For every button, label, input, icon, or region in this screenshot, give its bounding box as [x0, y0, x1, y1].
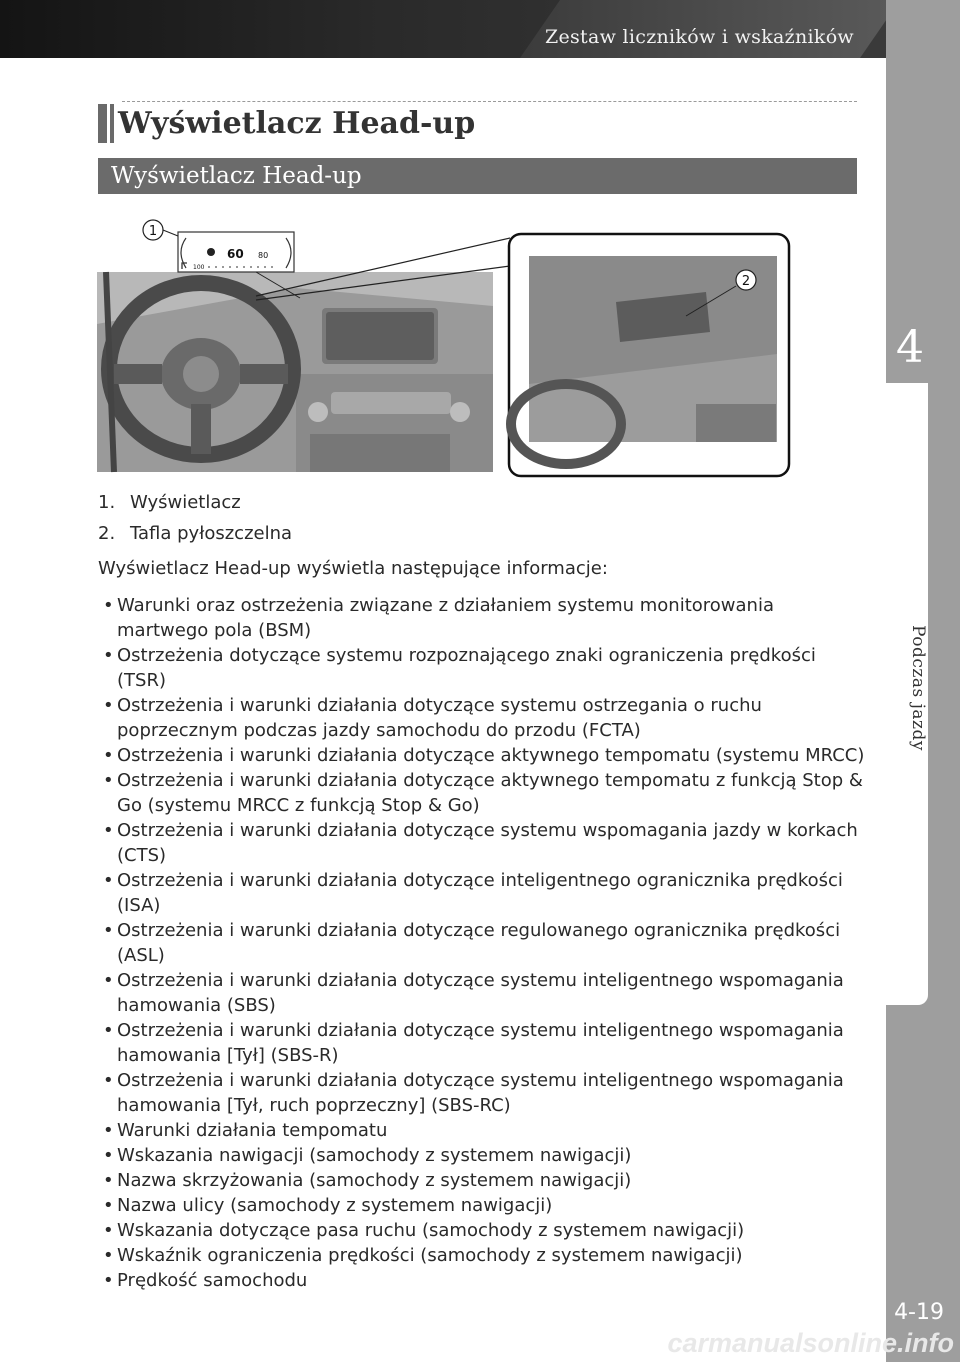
page-header: [0, 0, 960, 58]
list-item: • Ostrzeżenia i warunki działania dotyczące inteligentnego ogranicznika prędkości (ISA): [98, 868, 868, 918]
list-item: • Ostrzeżenia i warunki działania dotyczące systemu inteligentnego wspomagania hamowania (SBS): [98, 968, 868, 1018]
list-item: • Ostrzeżenia i warunki działania dotyczące systemu inteligentnego wspomagania hamowania [Tył] (SBS-R): [98, 1018, 868, 1068]
figure-legend: [98, 490, 868, 546]
title-marker-thin: [110, 104, 114, 143]
list-item: • Nazwa skrzyżowania (samochody z systemem nawigacji): [98, 1168, 868, 1193]
hud-limit: 80: [258, 251, 269, 260]
list-item: • Wskazania dotyczące pasa ruchu (samochody z systemem nawigacji): [98, 1218, 868, 1243]
page-title: Wyświetlacz Head-up: [118, 106, 476, 141]
head-up-display-illustration: [96, 214, 796, 480]
list-item: • Warunki oraz ostrzeżenia związane z działaniem systemu monitorowania martwego pola (BSM): [98, 593, 868, 643]
callout-2-label: 2: [741, 274, 751, 289]
hud-distance: 100: [193, 264, 205, 271]
intro-paragraph: Wyświetlacz Head-up wyświetla następujące informacje:: [98, 558, 608, 579]
content-body: [98, 490, 868, 1293]
section-subtitle: Wyświetlacz Head-up: [111, 163, 362, 189]
watermark: carmanualsonline.info: [667, 1328, 954, 1358]
list-item: • Ostrzeżenia i warunki działania dotyczące systemu wspomagania jazdy w korkach (CTS): [98, 818, 868, 868]
list-item: • Wskazania nawigacji (samochody z systemem nawigacji): [98, 1143, 868, 1168]
list-item: • Ostrzeżenia i warunki działania dotyczące regulowanego ogranicznika prędkości (ASL): [98, 918, 868, 968]
list-item: • Ostrzeżenia i warunki działania dotyczące systemu inteligentnego wspomagania hamowania [Tył, ruch poprzeczny] (SBS-RC): [98, 1068, 868, 1118]
page-number: 4-19: [894, 1300, 944, 1325]
section-label: Podczas jazdy: [908, 625, 928, 751]
callout-1-label: 1: [148, 224, 158, 239]
item-text: Wyświetlacz: [130, 492, 241, 513]
chapter-number: 4: [896, 322, 924, 373]
title-marker: [98, 104, 107, 143]
list-item: • Warunki działania tempomatu: [98, 1118, 868, 1143]
list-item: [98, 490, 868, 515]
info-bullet-list: [98, 593, 868, 1293]
list-item: • Ostrzeżenia i warunki działania dotyczące aktywnego tempomatu z funkcją Stop & Go (systemu MRCC z funkcją Stop & Go): [98, 768, 868, 818]
item-number: 2.: [98, 523, 116, 544]
header-title: Zestaw liczników i wskaźników: [544, 26, 854, 48]
list-item: • Wskaźnik ograniczenia prędkości (samochody z systemem nawigacji): [98, 1243, 868, 1268]
item-text: Tafla pyłoszczelna: [130, 523, 293, 544]
list-item: • Prędkość samochodu: [98, 1268, 868, 1293]
item-number: 1.: [98, 492, 116, 513]
list-item: [98, 521, 868, 546]
list-item: • Nazwa ulicy (samochody z systemem nawigacji): [98, 1193, 868, 1218]
hud-speed: 60: [227, 247, 244, 261]
list-item: • Ostrzeżenia i warunki działania dotyczące systemu ostrzegania o ruchu poprzecznym podczas jazdy samochodu do przodu (FCTA): [98, 693, 868, 743]
list-item: • Ostrzeżenia i warunki działania dotyczące aktywnego tempomatu (systemu MRCC): [98, 743, 868, 768]
title-divider: [122, 101, 857, 102]
list-item: • Ostrzeżenia dotyczące systemu rozpoznającego znaki ograniczenia prędkości (TSR): [98, 643, 868, 693]
